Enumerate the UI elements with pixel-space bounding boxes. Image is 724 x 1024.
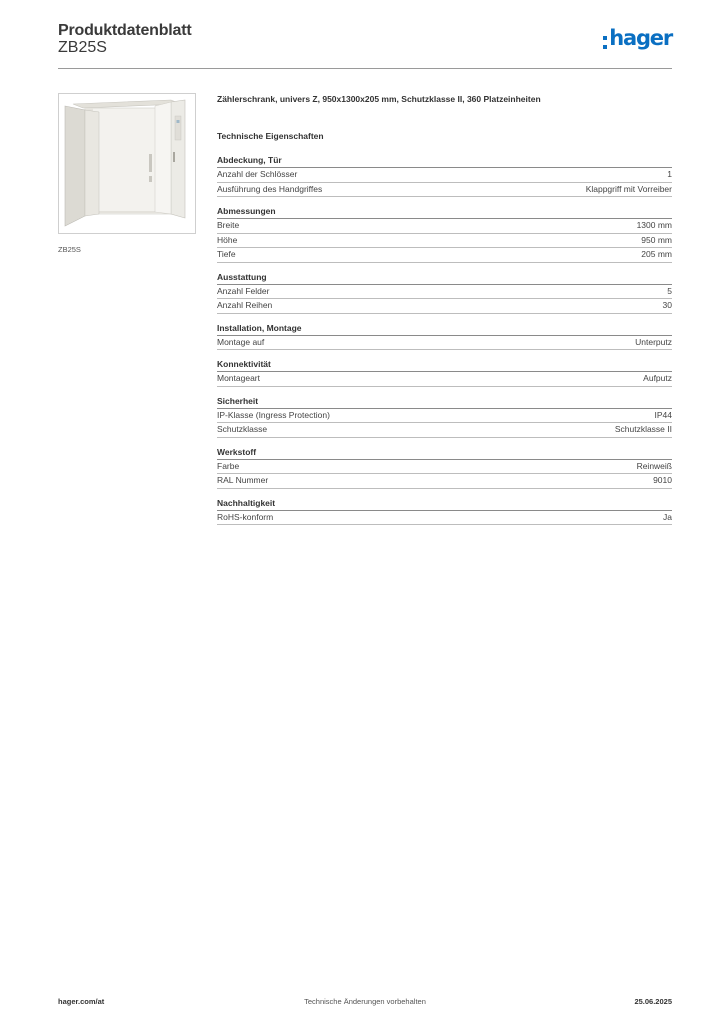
spec-value: Klappgriff mit Vorreiber [585, 183, 672, 194]
spec-value: 1300 mm [636, 220, 672, 230]
spec-section [217, 155, 672, 197]
spec-row [217, 460, 672, 475]
footer-website: hager.com/at [58, 997, 105, 1006]
spec-value: 950 mm [641, 234, 672, 245]
spec-label: Breite [217, 220, 240, 230]
spec-value: Schutzklasse II [614, 424, 672, 434]
spec-row [217, 299, 672, 314]
spec-row [217, 409, 672, 424]
spec-value: 9010 [653, 475, 672, 485]
spec-row [217, 234, 672, 249]
spec-value: 1 [667, 169, 672, 179]
spec-section [217, 272, 672, 314]
section-title: Werkstoff [217, 447, 672, 460]
spec-row [217, 285, 672, 300]
spec-value: 30 [662, 300, 672, 310]
spec-content [217, 94, 672, 525]
spec-row [217, 248, 672, 263]
spec-sections [217, 155, 672, 525]
spec-row [217, 336, 672, 351]
spec-label: Anzahl Felder [217, 285, 270, 296]
spec-label: RAL Nummer [217, 475, 269, 485]
section-title: Installation, Montage [217, 323, 672, 336]
product-image [58, 93, 196, 234]
spec-row [217, 183, 672, 198]
footer-date: 25.06.2025 [634, 997, 672, 1006]
spec-row [217, 474, 672, 489]
product-description: Zählerschrank, univers Z, 950x1300x205 mm, Schutzklasse II, 360 Platzeinheiten [217, 94, 541, 104]
spec-label: Montage auf [217, 336, 265, 347]
tech-properties-heading: Technische Eigenschaften [217, 131, 324, 141]
spec-label: Farbe [217, 460, 240, 471]
spec-label: Montageart [217, 373, 260, 383]
spec-label: Schutzklasse [217, 424, 268, 434]
footer-notice: Technische Änderungen vorbehalten [304, 997, 426, 1006]
spec-label: RoHS-konform [217, 511, 274, 522]
spec-label: Anzahl Reihen [217, 300, 273, 310]
image-caption: ZB25S [58, 245, 81, 254]
section-title: Nachhaltigkeit [217, 498, 672, 511]
spec-section [217, 447, 672, 489]
logo-wordmark: hager [609, 26, 672, 50]
spec-value: Reinweiß [636, 460, 672, 471]
spec-value: 5 [667, 285, 672, 296]
spec-label: Ausführung des Handgriffes [217, 183, 323, 194]
spec-row [217, 423, 672, 438]
spec-row [217, 511, 672, 526]
section-title: Abmessungen [217, 206, 672, 219]
document-title: Produktdatenblatt [58, 22, 192, 39]
spec-label: Tiefe [217, 249, 236, 259]
spec-value: IP44 [654, 409, 672, 420]
spec-value: Unterputz [635, 336, 672, 347]
spec-section [217, 359, 672, 387]
spec-value: 205 mm [641, 249, 672, 259]
spec-row [217, 219, 672, 234]
logo-dots-icon [603, 36, 607, 49]
spec-row [217, 168, 672, 183]
spec-value: Ja [663, 511, 672, 522]
spec-value: Aufputz [643, 373, 672, 383]
spec-section [217, 396, 672, 438]
document-header [58, 20, 672, 69]
spec-label: Höhe [217, 234, 238, 245]
spec-label: IP-Klasse (Ingress Protection) [217, 409, 330, 420]
meter-cabinet-illustration [59, 94, 195, 233]
section-title: Sicherheit [217, 396, 672, 409]
section-title: Abdeckung, Tür [217, 155, 672, 168]
section-title: Ausstattung [217, 272, 672, 285]
section-title: Konnektivität [217, 359, 672, 372]
spec-section [217, 323, 672, 351]
spec-row [217, 372, 672, 387]
product-code: ZB25S [58, 39, 107, 56]
spec-label: Anzahl der Schlösser [217, 169, 298, 179]
hager-logo [603, 26, 672, 56]
spec-section [217, 206, 672, 263]
spec-section [217, 498, 672, 526]
